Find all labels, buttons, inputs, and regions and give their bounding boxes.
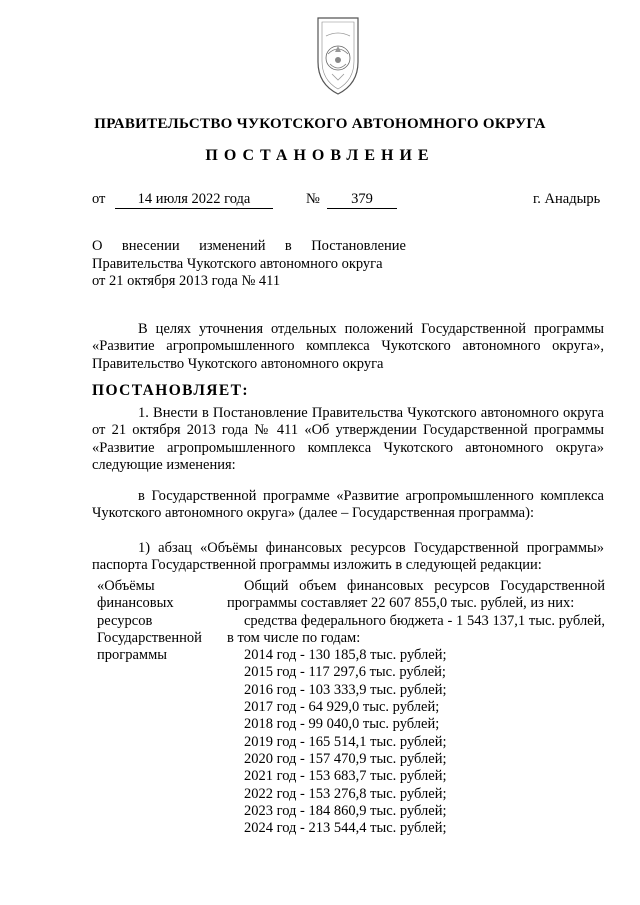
document-subject [92,238,406,291]
subject-word: внесении [121,238,180,254]
document-type-title: ПОСТАНОВЛЕНИЕ [205,147,435,164]
city-name: г. Анадырь [533,191,601,207]
year-funding-row: 2018 год - 99 040,0 тыс. рублей; [244,716,440,733]
date-from-label: от [92,191,106,207]
subject-word: изменений [199,238,266,254]
table-value-cell [227,578,605,837]
label-line: «Объёмы [97,578,155,594]
label-line: ресурсов [97,612,153,629]
year-funding-row: 2017 год - 64 929,0 тыс. рублей; [244,699,440,716]
item-2-paragraph: в Государственной программе «Развитие агропромышленного комплекса Чукотского автономного округа» (далее – Государственная программа): [92,488,604,522]
year-funding-row: 2021 год - 153 683,7 тыс. рублей; [244,768,447,785]
funding-total: Общий объем финансовых ресурсов Государственной программы составляет 22 607 855,0 тыс. рублей, из них: [227,578,605,612]
year-funding-row: 2014 год - 130 185,8 тыс. рублей; [244,647,447,664]
document-number: 379 [327,191,397,209]
subject-line-1 [92,238,406,256]
year-funding-row: 2024 год - 213 544,4 тыс. рублей; [244,820,447,837]
year-funding-row: 2023 год - 184 860,9 тыс. рублей; [244,802,447,819]
subject-line-3: от 21 октября 2013 года № 411 [92,273,281,289]
subject-word: Постановление [311,238,406,254]
subject-line-2: Правительства Чукотского автономного округа [92,255,383,272]
coat-of-arms-emblem [302,14,374,102]
item-1-paragraph: 1. Внести в Постановление Правительства Чукотского автономного округа от 21 октября 2013 года № 411 «Об утверждении Государственной программы «Развитие агропромышленного комплекса Чукотского автономного округа» следующие изменения: [92,405,604,473]
year-funding-row: 2022 год - 153 276,8 тыс. рублей; [244,785,447,802]
resolves-heading: ПОСТАНОВЛЯЕТ: [92,382,249,399]
label-line: Государственной [97,629,202,646]
government-title: ПРАВИТЕЛЬСТВО ЧУКОТСКОГО АВТОНОМНОГО ОКРУГА [94,116,546,132]
label-line: финансовых [97,595,174,612]
table-label-cell [97,578,227,664]
year-funding-row: 2015 год - 117 297,6 тыс. рублей; [244,664,446,681]
document-date: 14 июля 2022 года [115,191,273,209]
year-funding-row: 2020 год - 157 470,9 тыс. рублей; [244,750,447,767]
subject-word: в [284,238,292,254]
item-3-paragraph: 1) абзац «Объёмы финансовых ресурсов Государственной программы» паспорта Государственной программы изложить в следующей редакции: [92,540,604,574]
year-funding-row: 2016 год - 103 333,9 тыс. рублей; [244,681,447,698]
subject-word: О [92,238,103,254]
number-label: № [306,191,320,207]
year-funding-row: 2019 год - 165 514,1 тыс. рублей; [244,733,447,750]
preamble-paragraph: В целях уточнения отдельных положений Государственной программы «Развитие агропромышленного комплекса Чукотского автономного округа», Правительство Чукотского автономного округа [92,321,604,372]
label-line: программы [97,647,167,664]
federal-funding: средства федерального бюджета - 1 543 137,1 тыс. рублей, в том числе по годам: [227,612,605,646]
